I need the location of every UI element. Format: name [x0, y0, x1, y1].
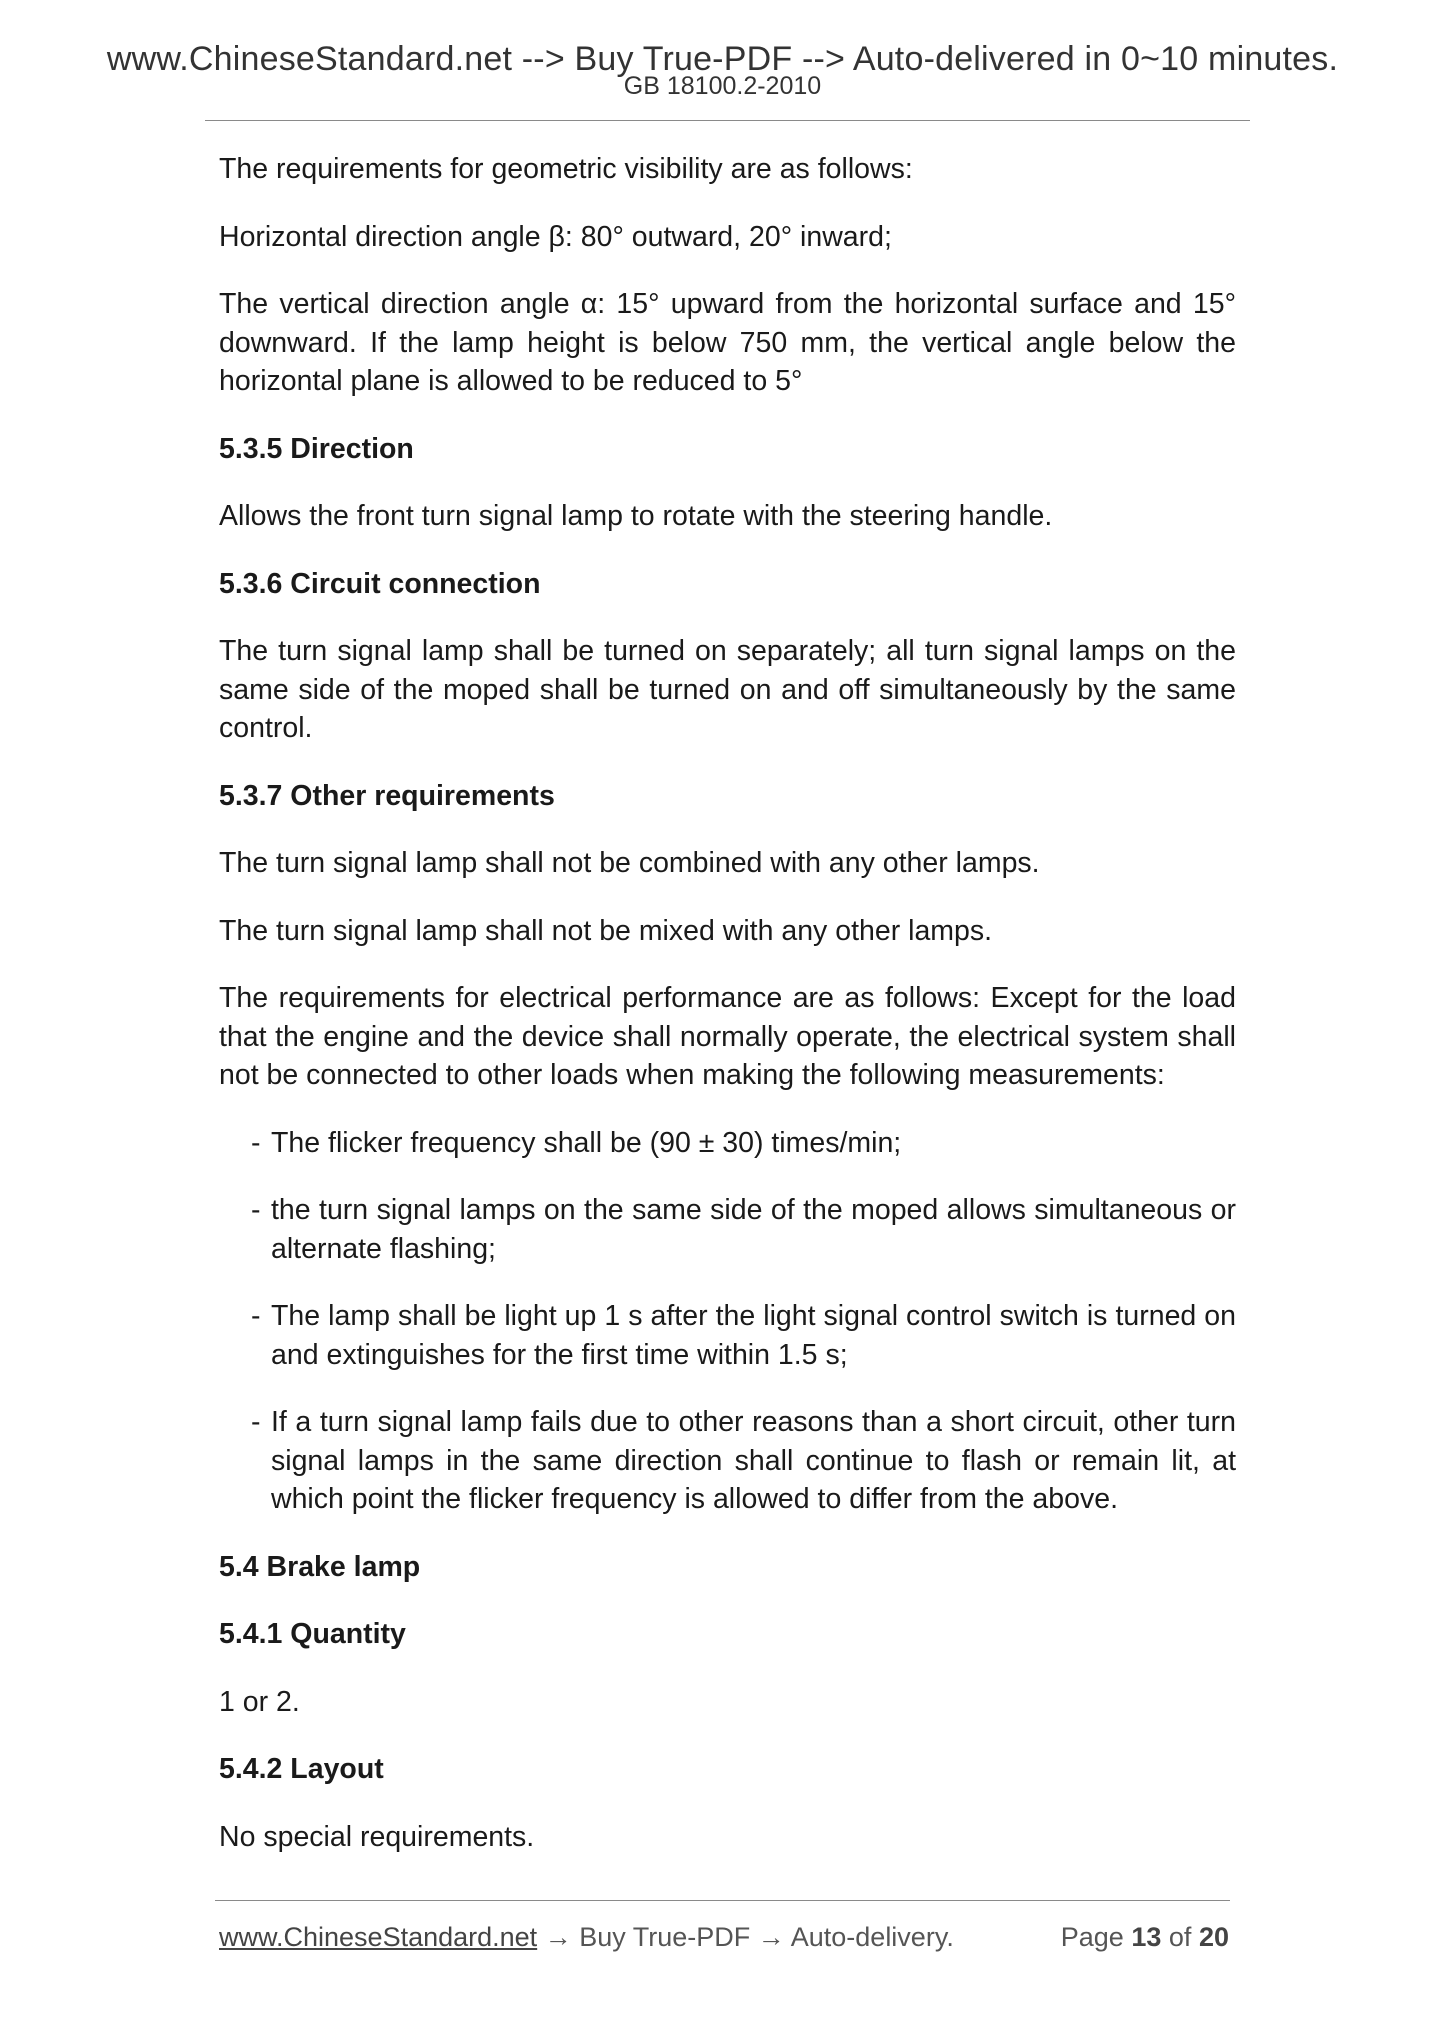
list-dash: - [251, 1300, 261, 1332]
list-dash: - [251, 1406, 261, 1438]
paragraph: Horizontal direction angle β: 80° outward, 20° inward; [219, 220, 892, 253]
paragraph: The turn signal lamp shall not be mixed with any other lamps. [219, 914, 993, 947]
section-heading-5-4-1: 5.4.1 Quantity [219, 1618, 406, 1650]
section-heading-5-3-7: 5.3.7 Other requirements [219, 779, 555, 812]
list-item [219, 1191, 1236, 1268]
list-dash: - [251, 1194, 261, 1226]
list-item-text: The flicker frequency shall be (90 ± 30) times/min; [271, 1126, 902, 1159]
header-banner: www.ChineseStandard.net --> Buy True-PDF --> Auto-delivered in 0~10 minutes. [106, 40, 1339, 78]
paragraph: No special requirements. [219, 1820, 535, 1853]
standard-code: GB 18100.2-2010 [623, 72, 822, 100]
paragraph: The turn signal lamp shall not be combined with any other lamps. [219, 847, 1040, 879]
paragraph: Allows the front turn signal lamp to rotate with the steering handle. [219, 500, 1053, 532]
section-heading-5-4-2: 5.4.2 Layout [219, 1753, 384, 1785]
paragraph: The turn signal lamp shall be turned on separately; all turn signal lamps on the same side of the moped shall be turned on and off simultaneously by the same control. [219, 635, 1236, 744]
header-divider [205, 120, 1250, 121]
paragraph: The requirements for geometric visibility are as follows: [219, 153, 913, 185]
list-dash: - [251, 1126, 261, 1159]
page-total: 20 [1198, 1922, 1229, 1952]
footer-site-link[interactable]: www.ChineseStandard.net [219, 1922, 538, 1952]
of-word: of [1168, 1922, 1192, 1952]
list-item-text: The lamp shall be light up 1 s after the light signal control switch is turned on and extinguishes for the first time within 1.5 s; [271, 1300, 1236, 1371]
paragraph: 1 or 2. [219, 1685, 300, 1718]
document-body [219, 150, 1236, 1885]
list-item [219, 1124, 1236, 1163]
section-heading-5-3-5: 5.3.5 Direction [219, 432, 414, 465]
list-item [219, 1403, 1236, 1519]
page-number: 13 [1131, 1922, 1162, 1952]
list-item [219, 1297, 1236, 1374]
list-item-text: If a turn signal lamp fails due to other reasons than a short circuit, other turn signal lamps in the same direction shall continue to flash or remain lit, at which point the flicker frequency is allowed to differ from the above. [271, 1406, 1236, 1515]
footer-trail-text: → Buy True-PDF → Auto-delivery. [537, 1922, 954, 1952]
page-indicator [1061, 1922, 1229, 1953]
paragraph: The vertical direction angle α: 15° upward from the horizontal surface and 15° downward. If the lamp height is below 750 mm, the vertical angle below the horizontal plane is allowed to be reduced to 5° [219, 288, 1236, 397]
page-footer [219, 1922, 1229, 1953]
page-word: Page [1060, 1922, 1124, 1952]
section-heading-5-4: 5.4 Brake lamp [219, 1550, 421, 1583]
footer-divider [215, 1900, 1230, 1901]
section-heading-5-3-6: 5.3.6 Circuit connection [219, 567, 541, 600]
paragraph: The requirements for electrical performance are as follows: Except for the load that the engine and the device shall normally operate, the electrical system shall not be connected to other loads when making the following measurements: [219, 982, 1236, 1091]
list-item-text: the turn signal lamps on the same side of the moped allows simultaneous or alternate flashing; [271, 1194, 1236, 1265]
